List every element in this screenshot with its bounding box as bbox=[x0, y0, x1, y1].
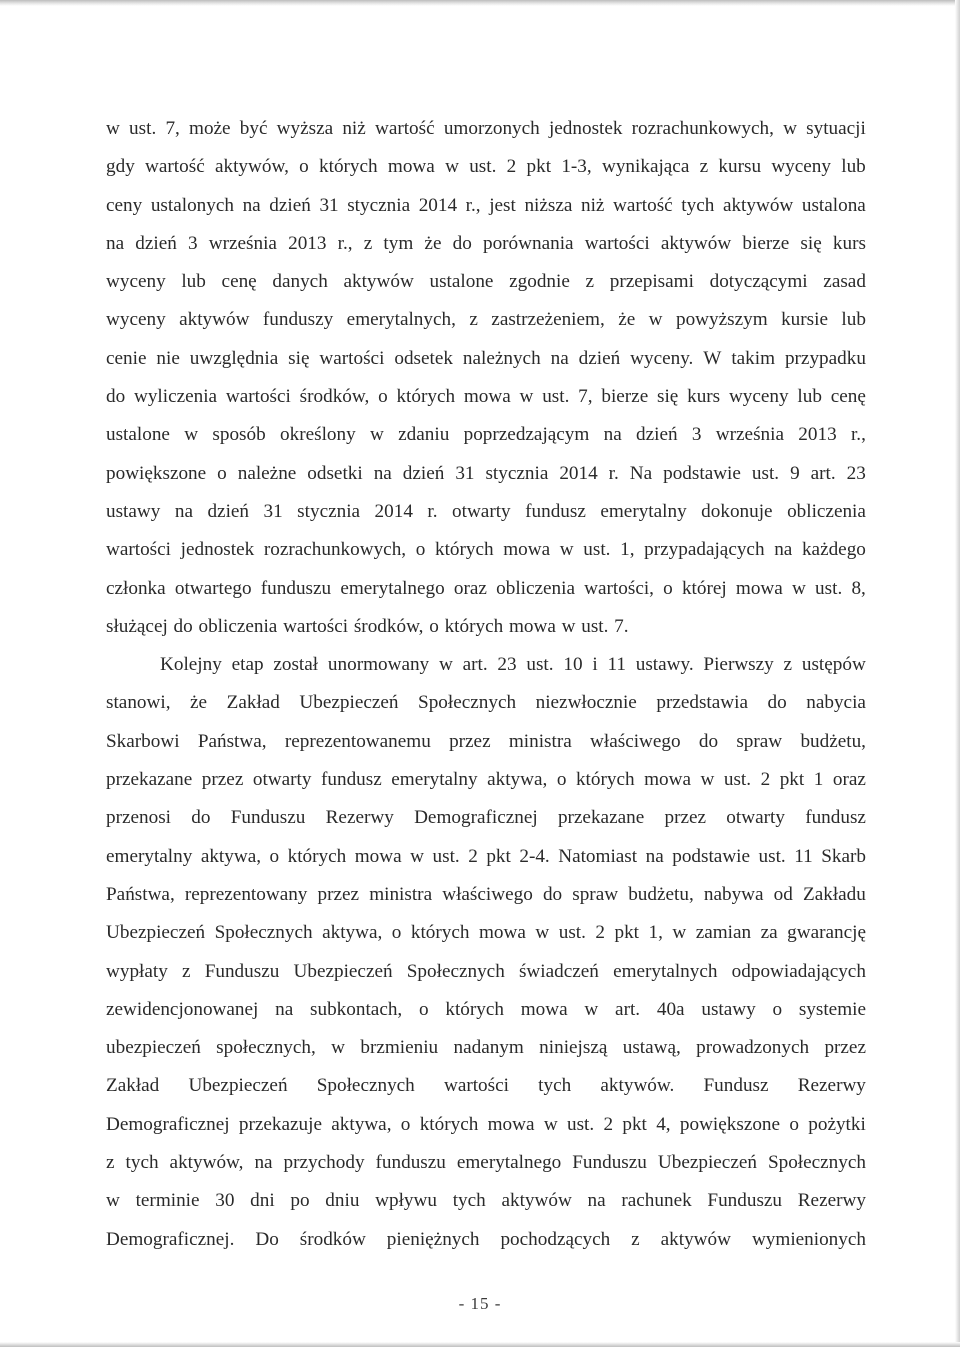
text-line: ustalone w sposób określony w zdaniu poprzedzającym na dzień 3 września 2013 r., bbox=[106, 424, 866, 446]
text-line: w ust. 7, może być wyższa niż wartość umorzonych jednostek rozrachunkowych, w sytuacji bbox=[106, 118, 866, 139]
text-line: wyceny lub cenę danych aktywów ustalone zgodnie z przepisami dotyczącymi zasad bbox=[106, 271, 866, 293]
text-line: powiększone o należne odsetki na dzień 31 stycznia 2014 r. Na podstawie ust. 9 art. 23 bbox=[106, 462, 866, 484]
text-line: wartości jednostek rozrachunkowych, o których mowa w ust. 1, przypadających na każdego bbox=[106, 539, 866, 561]
scan-right-edge bbox=[955, 0, 960, 1347]
text-line: Ubezpieczeń Społecznych aktywa, o których mowa w ust. 2 pkt 1, w zamian za gwarancję bbox=[106, 922, 866, 944]
text-line: ustawy na dzień 31 stycznia 2014 r. otwarty fundusz emerytalny dokonuje obliczenia bbox=[106, 500, 866, 522]
text-line: Demograficznej przekazuje aktywa, o których mowa w ust. 2 pkt 4, powiększone o pożytki bbox=[106, 1113, 866, 1135]
text-line: z tych aktywów, na przychody funduszu emerytalnego Funduszu Ubezpieczeń Społecznych bbox=[106, 1152, 866, 1174]
page-number: - 15 - bbox=[458, 1294, 502, 1313]
text-line: wyceny aktywów funduszy emerytalnych, z zastrzeżeniem, że w powyższym kursie lub bbox=[106, 309, 866, 331]
text-line: zewidencjonowanej na subkontach, o których mowa w art. 40a ustawy o systemie bbox=[106, 998, 866, 1020]
text-line: stanowi, że Zakład Ubezpieczeń Społecznych niezwłocznie przedstawia do nabycia bbox=[106, 692, 866, 714]
text-line: emerytalny aktywa, o których mowa w ust. 2 pkt 2-4. Natomiast na podstawie ust. 11 Skarb bbox=[106, 845, 866, 867]
text-line: na dzień 3 września 2013 r., z tym że do porównania wartości aktywów bierze się kurs bbox=[106, 232, 866, 254]
text-line: w terminie 30 dni po dniu wpływu tych aktywów na rachunek Funduszu Rezerwy bbox=[106, 1190, 866, 1212]
text-line: cenie nie uwzględnia się wartości odsetek należnych na dzień wyceny. W takim przypadku bbox=[106, 347, 866, 369]
text-line: Zakład Ubezpieczeń Społecznych wartości tych aktywów. Fundusz Rezerwy bbox=[106, 1075, 866, 1097]
text-line: przenosi do Funduszu Rezerwy Demograficznej przekazane przez otwarty fundusz bbox=[106, 807, 866, 829]
text-line: Kolejny etap został unormowany w art. 23 ust. 10 i 11 ustawy. Pierwszy z ustępów bbox=[160, 654, 866, 676]
text-line: wypłaty z Funduszu Ubezpieczeń Społecznych świadczeń emerytalnych odpowiadających bbox=[106, 960, 866, 982]
text-line: członka otwartego funduszu emerytalnego oraz obliczenia wartości, o której mowa w ust. 8, bbox=[106, 577, 866, 599]
text-line: ubezpieczeń społecznych, w brzmieniu nadanym niniejszą ustawą, prowadzonych przez bbox=[106, 1037, 866, 1059]
text-line: Skarbowi Państwa, reprezentowanemu przez ministra właściwego do spraw budżetu, bbox=[106, 730, 866, 752]
text-line: służącej do obliczenia wartości środków, o których mowa w ust. 7. bbox=[106, 615, 629, 637]
text-line: ceny ustalonych na dzień 31 stycznia 2014 r., jest niższa niż wartość tych aktywów ustalona bbox=[106, 194, 866, 216]
text-line: Demograficznej. Do środków pieniężnych pochodzących z aktywów wymienionych bbox=[106, 1228, 866, 1250]
document-body bbox=[106, 110, 866, 1259]
scan-bottom-edge bbox=[0, 1342, 960, 1347]
text-line: przekazane przez otwarty fundusz emerytalny aktywa, o których mowa w ust. 2 pkt 1 oraz bbox=[106, 769, 866, 791]
text-line: Państwa, reprezentowany przez ministra właściwego do spraw budżetu, nabywa od Zakładu bbox=[106, 883, 866, 905]
text-line: gdy wartość aktywów, o których mowa w ust. 2 pkt 1-3, wynikająca z kursu wyceny lub bbox=[106, 156, 866, 178]
scan-top-edge bbox=[0, 0, 960, 6]
text-line: do wyliczenia wartości środków, o których mowa w ust. 7, bierze się kurs wyceny lub cenę bbox=[106, 386, 866, 408]
